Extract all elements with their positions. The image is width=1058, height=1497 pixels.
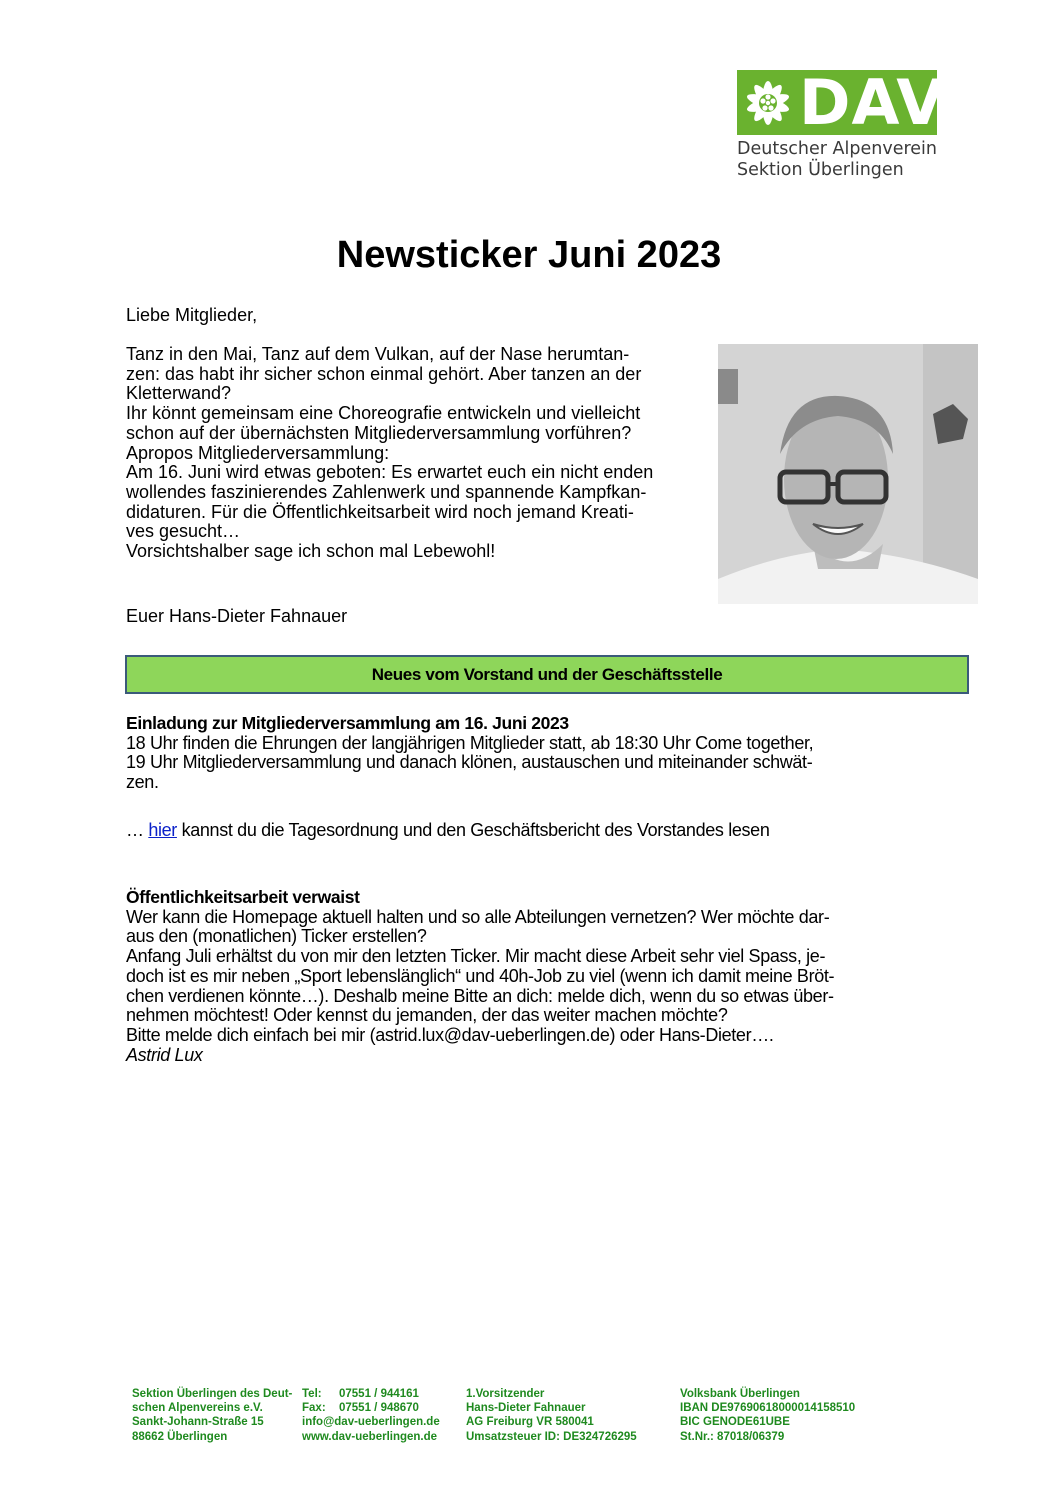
- section-line: aus den (monatlichen) Ticker erstellen?: [126, 926, 427, 947]
- footer-line: 1.Vorsitzender: [466, 1388, 545, 1400]
- section-heading: Einladung zur Mitgliederversammlung am 16. Juni 2023: [126, 713, 569, 733]
- fax-number: 07551 / 948670: [339, 1402, 419, 1415]
- section-line: Anfang Juli erhältst du von mir den letzten Ticker. Mir macht diese Arbeit sehr viel Spass, je-: [126, 946, 826, 967]
- portrait-photo: [718, 344, 978, 604]
- greeting: Liebe Mitglieder,: [126, 305, 258, 325]
- footer-line: BIC GENODE61UBE: [680, 1416, 790, 1429]
- footer-board: [466, 1387, 637, 1444]
- section-public-relations: [126, 888, 966, 1065]
- section-line: Bitte melde dich einfach bei mir (astrid.lux@dav-ueberlingen.de) oder Hans-Dieter….: [126, 1024, 774, 1045]
- footer-line: Hans-Dieter Fahnauer: [466, 1402, 586, 1415]
- link-suffix: kannst du die Tagesordnung und den Geschäftsbericht des Vorstandes lesen: [176, 820, 770, 840]
- fax-label: Fax:: [302, 1402, 326, 1415]
- section-line: 19 Uhr Mitgliederversammlung und danach klönen, austauschen und miteinander schwät-: [126, 752, 813, 773]
- intro-paragraph: [126, 345, 716, 562]
- footer-line: 88662 Überlingen: [132, 1430, 228, 1443]
- intro-line: didaturen. Für die Öffentlichkeitsarbeit wird noch jemand Kreati-: [126, 501, 634, 522]
- footer-line: St.Nr.: 87018/06379: [680, 1430, 785, 1443]
- intro-line: Tanz in den Mai, Tanz auf dem Vulkan, auf der Nase herumtan-: [126, 344, 630, 364]
- intro-line: Kletterwand?: [126, 383, 232, 404]
- logo-subtitle-2: Sektion Überlingen: [737, 160, 904, 180]
- footer-contact: [302, 1387, 440, 1444]
- footer-line: IBAN DE97690618000014158510: [680, 1402, 856, 1415]
- phone-number: 07551 / 944161: [339, 1388, 419, 1400]
- signature: Euer Hans-Dieter Fahnauer: [126, 606, 348, 626]
- footer-line: schen Alpenvereins e.V.: [132, 1402, 263, 1415]
- footer-fax: [302, 1401, 440, 1415]
- section-banner: Neues vom Vorstand und der Geschäftsstelle: [125, 655, 969, 694]
- intro-line: wollendes faszinierendes Zahlenwerk und spannende Kampfkan-: [126, 481, 647, 502]
- footer-address: [132, 1387, 292, 1444]
- footer-email[interactable]: info@dav-ueberlingen.de: [302, 1416, 440, 1429]
- section-heading: Öffentlichkeitsarbeit verwaist: [126, 887, 360, 907]
- footer-phone: [302, 1387, 440, 1401]
- intro-line: Ihr könnt gemeinsam eine Choreografie entwickeln und vielleicht: [126, 403, 641, 424]
- section-line: zen.: [126, 772, 159, 793]
- agenda-link[interactable]: hier: [148, 820, 177, 840]
- footer-line: Sektion Überlingen des Deut-: [132, 1388, 293, 1400]
- agenda-link-line: [126, 821, 769, 841]
- footer-line: Volksbank Überlingen: [680, 1388, 800, 1400]
- section-line: 18 Uhr finden die Ehrungen der langjährigen Mitglieder statt, ab 18:30 Uhr Come together,: [126, 732, 814, 753]
- footer-website[interactable]: www.dav-ueberlingen.de: [302, 1430, 438, 1443]
- section-line: chen verdienen könnte…). Deshalb meine Bitte an dich: melde dich, wenn du so etwas über-: [126, 985, 834, 1006]
- dav-logo: [737, 66, 946, 181]
- logo-brand-text: DAV: [799, 66, 946, 139]
- section-line: doch ist es mir neben „Sport lebenslänglich“ und 40h-Job zu viel (wenn ich damit meine Bröt-: [126, 965, 835, 986]
- footer-line: Umsatzsteuer ID: DE324726295: [466, 1430, 637, 1443]
- intro-line: Vorsichtshalber sage ich schon mal Lebewohl!: [126, 541, 496, 562]
- page-title: Newsticker Juni 2023: [336, 234, 722, 276]
- logo-subtitle-1: Deutscher Alpenverein: [737, 139, 938, 159]
- author-name: Astrid Lux: [126, 1044, 203, 1065]
- portrait-image: [718, 344, 978, 604]
- section-invitation: [126, 714, 966, 793]
- phone-label: Tel:: [302, 1388, 322, 1400]
- footer-line: AG Freiburg VR 580041: [466, 1416, 594, 1429]
- footer-bank: [680, 1387, 855, 1444]
- intro-line: ves gesucht…: [126, 521, 241, 542]
- intro-line: zen: das habt ihr sicher schon einmal gehört. Aber tanzen an der: [126, 363, 642, 384]
- link-prefix: …: [126, 820, 149, 840]
- section-line: nehmen möchtest! Oder kennst du jemanden, der das weiter machen möchte?: [126, 1005, 728, 1026]
- intro-line: Apropos Mitgliederversammlung:: [126, 442, 390, 463]
- edelweiss-icon: [741, 76, 795, 130]
- section-line: Wer kann die Homepage aktuell halten und so alle Abteilungen vernetzen? Wer möchte dar-: [126, 906, 830, 927]
- footer-line: Sankt-Johann-Straße 15: [132, 1416, 264, 1429]
- logo-banner: [737, 66, 946, 139]
- intro-line: Am 16. Juni wird etwas geboten: Es erwartet euch ein nicht enden: [126, 462, 654, 483]
- intro-line: schon auf der übernächsten Mitgliederversammlung vorführen?: [126, 422, 632, 443]
